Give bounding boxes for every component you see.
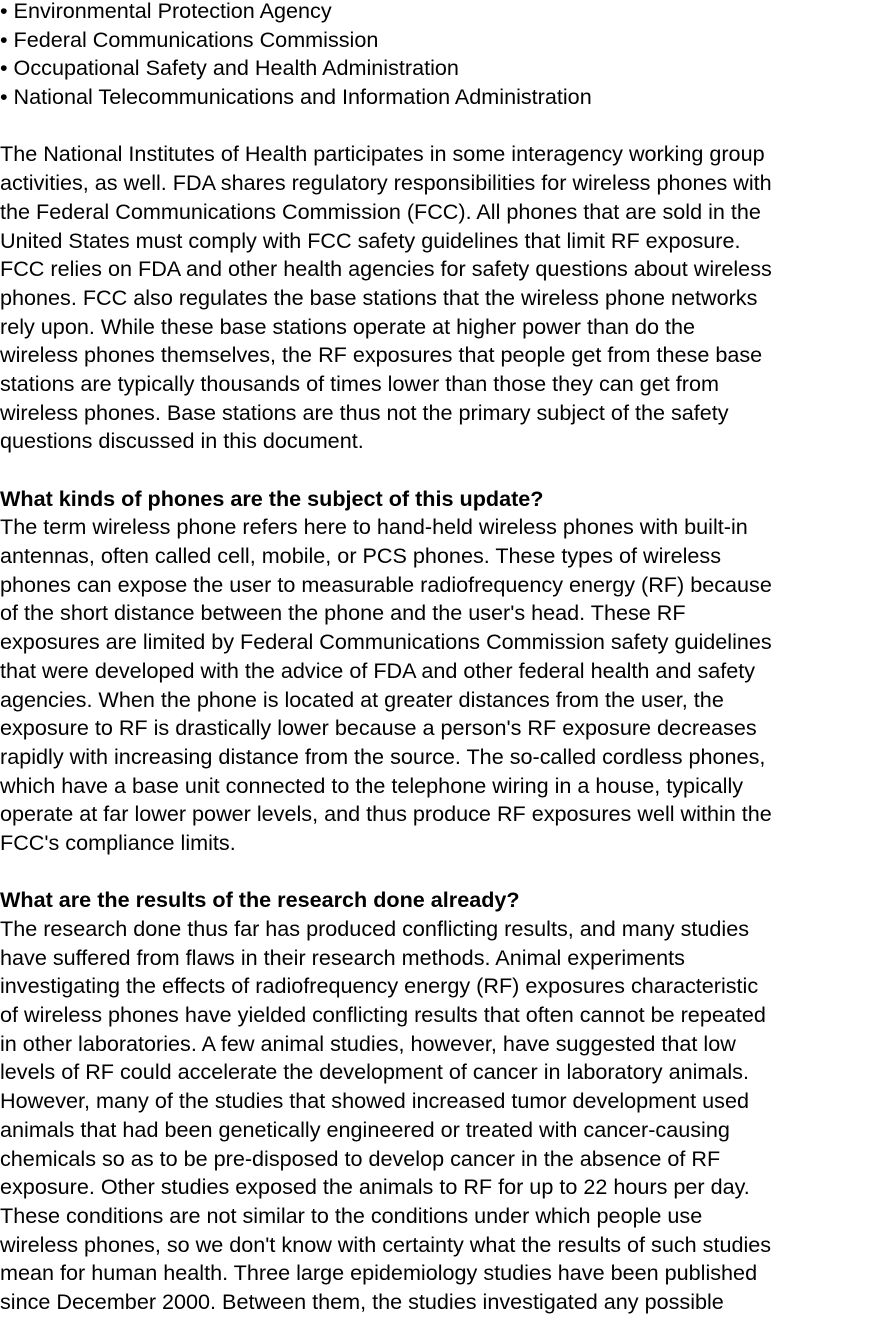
list-item: • Occupational Safety and Health Administration bbox=[0, 55, 459, 81]
text-line: mean for human health. Three large epidemiology studies have been published bbox=[0, 1260, 758, 1286]
text-line: These conditions are not similar to the conditions under which people use bbox=[0, 1202, 703, 1228]
text-line: of the short distance between the phone and the user's head. These RF bbox=[0, 600, 686, 626]
text-line: chemicals so as to be pre-disposed to develop cancer in the absence of RF bbox=[0, 1145, 721, 1171]
list-item: • National Telecommunications and Information Administration bbox=[0, 84, 592, 110]
section-research-results bbox=[0, 886, 894, 1316]
text-line: United States must comply with FCC safety guidelines that limit RF exposure. bbox=[0, 227, 741, 253]
section-phone-types bbox=[0, 485, 894, 858]
text-line: in other laboratories. A few animal studies, however, have suggested that low bbox=[0, 1030, 736, 1056]
text-line: investigating the effects of radiofrequency energy (RF) exposures characteristic bbox=[0, 973, 759, 999]
text-line: FCC's compliance limits. bbox=[0, 829, 236, 855]
text-line: phones can expose the user to measurable radiofrequency energy (RF) because bbox=[0, 571, 772, 597]
text-line: activities, as well. FDA shares regulatory responsibilities for wireless phones with bbox=[0, 170, 772, 196]
text-line: that were developed with the advice of FDA and other federal health and safety bbox=[0, 657, 756, 683]
text-line: exposure to RF is drastically lower because a person's RF exposure decreases bbox=[0, 715, 757, 741]
text-line: wireless phones, so we don't know with certainty what the results of such studies bbox=[0, 1231, 772, 1257]
text-line: The term wireless phone refers here to hand-held wireless phones with built-in bbox=[0, 514, 748, 540]
section-heading: What are the results of the research done already? bbox=[0, 887, 520, 913]
text-line: since December 2000. Between them, the studies investigated any possible bbox=[0, 1288, 724, 1314]
text-line: The National Institutes of Health participates in some interagency working group bbox=[0, 141, 765, 167]
text-line: rapidly with increasing distance from the source. The so-called cordless phones, bbox=[0, 743, 766, 769]
text-line: have suffered from flaws in their research methods. Animal experiments bbox=[0, 944, 685, 970]
text-line: The research done thus far has produced conflicting results, and many studies bbox=[0, 916, 750, 941]
text-line: which have a base unit connected to the telephone wiring in a house, typically bbox=[0, 772, 744, 798]
text-line: questions discussed in this document. bbox=[0, 428, 364, 454]
text-line: agencies. When the phone is located at greater distances from the user, the bbox=[0, 686, 724, 712]
list-item: • Environmental Protection Agency bbox=[0, 0, 332, 23]
text-line: levels of RF could accelerate the development of cancer in laboratory animals. bbox=[0, 1059, 749, 1085]
list-item: • Federal Communications Commission bbox=[0, 26, 379, 52]
paragraph-spacer bbox=[0, 456, 894, 485]
text-line: wireless phones themselves, the RF exposures that people get from these base bbox=[0, 342, 763, 368]
text-line: FCC relies on FDA and other health agencies for safety questions about wireless bbox=[0, 256, 772, 282]
text-line: the Federal Communications Commission (FCC). All phones that are sold in the bbox=[0, 198, 761, 224]
text-line: rely upon. While these base stations operate at higher power than do the bbox=[0, 313, 696, 339]
text-line: phones. FCC also regulates the base stations that the wireless phone networks bbox=[0, 284, 758, 310]
intro-paragraph bbox=[0, 140, 894, 456]
text-line: exposure. Other studies exposed the animals to RF for up to 22 hours per day. bbox=[0, 1174, 750, 1200]
paragraph-spacer bbox=[0, 112, 894, 141]
section-heading: What kinds of phones are the subject of this update? bbox=[0, 485, 544, 511]
text-line: wireless phones. Base stations are thus not the primary subject of the safety bbox=[0, 399, 729, 425]
agency-list bbox=[0, 0, 894, 112]
text-line: stations are typically thousands of times lower than those they can get from bbox=[0, 370, 719, 396]
text-line: However, many of the studies that showed increased tumor development used bbox=[0, 1088, 750, 1114]
text-line: of wireless phones have yielded conflicting results that often cannot be repeated bbox=[0, 1002, 766, 1028]
text-line: antennas, often called cell, mobile, or PCS phones. These types of wireless bbox=[0, 543, 721, 569]
text-line: exposures are limited by Federal Communications Commission safety guidelines bbox=[0, 629, 772, 655]
text-line: operate at far lower power levels, and thus produce RF exposures well within the bbox=[0, 801, 772, 827]
paragraph-spacer bbox=[0, 858, 894, 887]
text-line: animals that had been genetically engineered or treated with cancer-causing bbox=[0, 1116, 730, 1142]
